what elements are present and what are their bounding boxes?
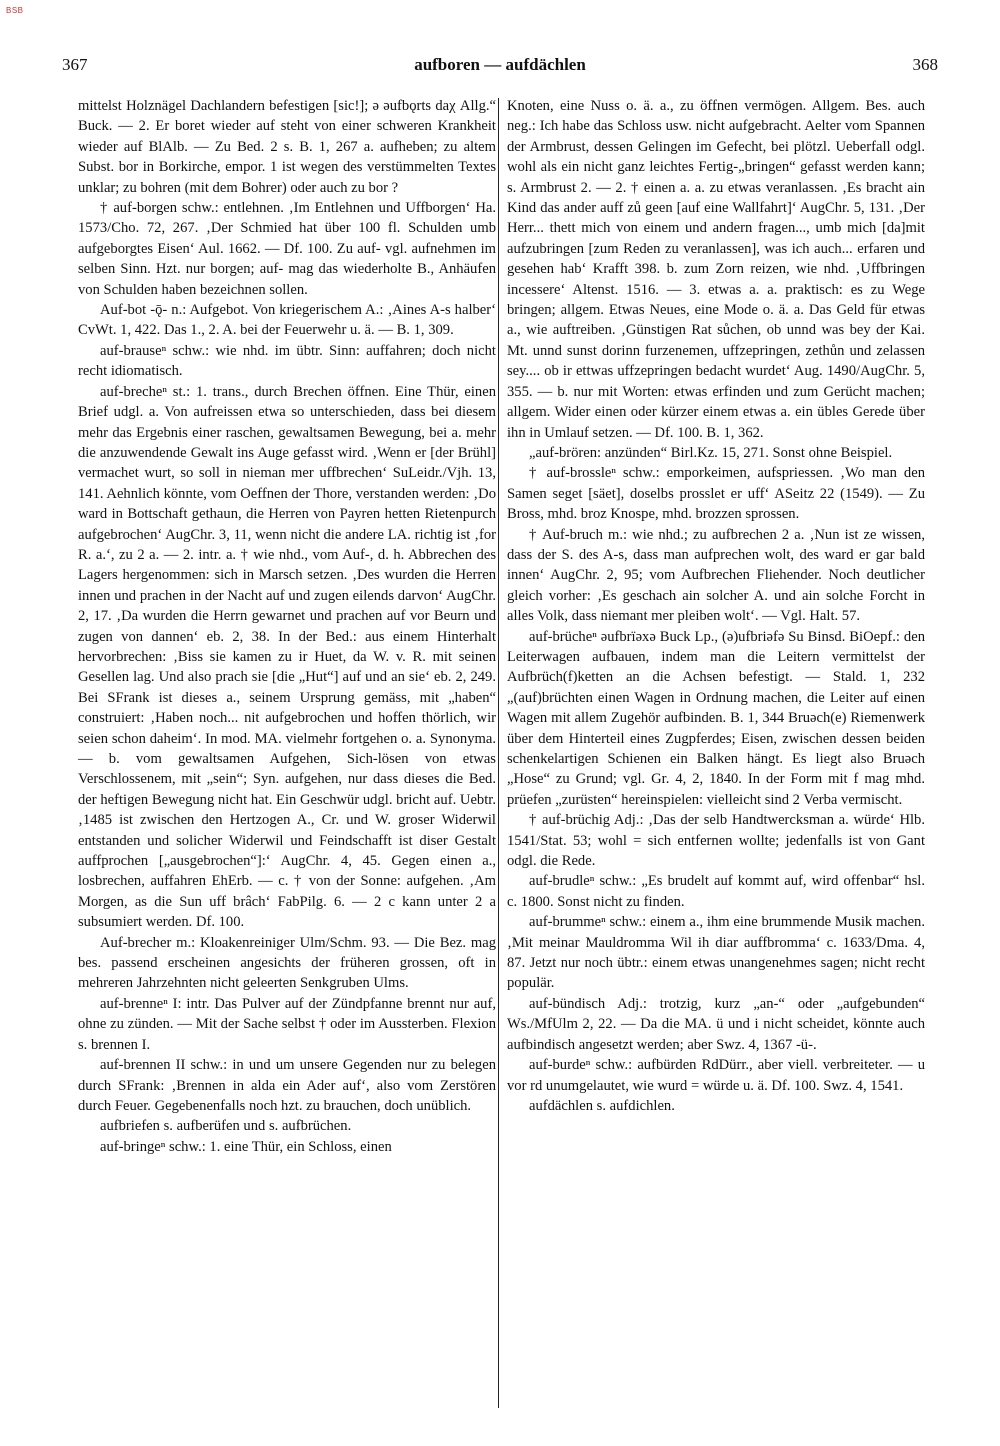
page-header: [60, 55, 940, 81]
entry-aufbrennen-2: auf-brennen II schw.: in und um unsere Gegenden nur zu belegen durch SFrank: ‚Brennen in alda ein Ader auf‘, also vom Zerstören durch Feuer. Gegebenenfalls noch hzt. zu brauchen, doch unüblich.: [78, 1057, 496, 1114]
right-column: [507, 96, 925, 1116]
library-stamp: BSB: [6, 6, 24, 15]
entry-aufbrennen-1: auf-brenneⁿ I: intr. Das Pulver auf der Zündpfanne brennt nur auf, ohne zu zünden. — Mit der Sache selbst † oder im Aussterben. Flexion s. brennen I.: [78, 995, 496, 1053]
entry-aufburden: auf-burdeⁿ schw.: aufbürden RdDürr., aber viell. verbreiteter. — u vor rd unumgelautet, wie wurd = würde u. ä. Df. 100. Swz. 4, 1541.: [507, 1057, 925, 1094]
page-number-right: 368: [912, 55, 938, 74]
entry-aufbringen: auf-bringeⁿ schw.: 1. eine Thür, ein Schloss, einen: [100, 1138, 392, 1155]
page-number-left: 367: [62, 55, 88, 74]
entry-aufborgen: † auf-borgen schw.: entlehnen. ‚Im Entlehnen und Uffborgen‘ Ha. 1573/Cho. 72, 267. ‚Der Schmied hat über 100 fl. Schulden umb aufgeborgtes Eisen‘ Aul. 1662. — Df. 100. Zu auf- vgl. aufnehmen im selben Sinn. Hzt. nur borgen; auf- mag das wiederholte B., Anhäufen von Schulden haben bezeichnen sollen.: [78, 200, 496, 298]
entry-aufbrechen: auf-brecheⁿ st.: 1. trans., durch Brechen öffnen. Eine Thür, einen Brief udgl. a. Von aufreissen etwa so unterschieden, dass bei diesem mehr das Ergebnis einer raschen, gewaltsamen Bewegung, bei a. mehr die anzuwendende Gewalt ins Auge gefasst wird. ‚Wenn er [der Brühl] vermachet wurt, so soll in nieman mer uffbrechen‘ SuLeidr./Vjh. 13, 141. Aehnlich könnte, vom Oeffnen der Thore, verstanden werden: ‚Do ward in Bottschaft gethaun, die Herren von Payren hetten Rietenpurch aufgebrochen‘ AugChr. 3, 11, wenn nicht die andere LA. richtig ist ‚for R. a.‘, zu 2 a. — 2. intr. a. † wie nhd., vom Auf-, d. h. Abbrechen des Lagers hergenommen: sich in Marsch setzen. ‚Des wurden die Herren innen und prachen in der Nacht auf und zugen eilends darvon‘ AugChr. 2, 17. ‚Da wurden die Herrn gewarnet und prachen auf vor Beurn und zugen von dannen‘ eb. 2, 38. In der Bed.: aus einem Hinterhalt hervorbrechen: ‚Biss sie kamen zu ir Huet, da W. v. R. mit seinen Gesellen lag. Und also prach sie [die „Hut“] auf und an sie‘ eb. 2, 249. Bei SFrank ist dieses a., seinem Ursprung gemäss, mit „haben“ construiert: ‚Haben noch... nit aufgebrochen und hoffen thörlich, wir seien schon daheim‘. In mod. MA. vielmehr fortgehen o. a. Synonyma. — b. vom gewaltsamen Aufgehen, Sich-lösen von etwas Verschlossenem, mit „sein“; Syn. aufgehen, nur dass dieses die Bed. der heftigen Bewegung nicht hat. Ein Geschwür udgl. bricht auf. Uebtr. ‚1485 ist zwischen den Hertzogen A., Cr. und W. groser Widerwil entstanden und solicher Widerwil und Feindschafft ist diser Gestalt auffprochen [„ausgebrochen“]:‘ AugChr. 4, 45. Gegen einen a., losbrechen, auffahren EhErb. — c. † von der Sonne: aufgehen. ‚Am Morgen, as die Sun uff brâch‘ FabPilg. 6. — 2 c kann unter 2 a subsumiert werden. Df. 100.: [78, 383, 496, 931]
running-head: aufboren — aufdächlen: [414, 55, 586, 74]
entry-continuation: mittelst Holznägel Dachlandern befestigen [sic!]; ə əufbǫrts daχ Allg.“ Buck. — 2. Er boret wieder auf steht von einer schweren Krankheit wieder auf BlAlb. — Zu Bed. 2 s. B. 1, 267 a. aufheben; zu altem Subst. bor in Borkirche, empor. 1 ist wegen des verstümmelten Textes unklar; zu bohren (mit dem Bohrer) oder auch zu bor ?: [78, 98, 496, 196]
column-divider: [498, 98, 499, 1408]
entry-aufbrummen: auf-brummeⁿ schw.: einem a., ihm eine brummende Musik machen. ‚Mit meinar Mauldromma Wil ih diar auffbromma‘ c. 1633/Dma. 4, 87. Jetzt nur noch übtr.: einem etwas unangenehmes sagen; nicht recht populär.: [507, 914, 925, 992]
entry-aufbrosslen: † auf-brossleⁿ schw.: emporkeimen, aufspriessen. ‚Wo man den Samen seget [säet], doselbs prosslet er uff‘ ASeitz 22 (1549). — Zu Bross, mhd. broz Knospe, mhd. brozzen sprossen.: [507, 465, 925, 523]
entry-aufbruch: † Auf-bruch m.: wie nhd.; zu aufbrechen 2 a. ‚Nun ist ze wissen, dass der S. des A-s, dass man aufprechen wolt, des ward er gar bald innen‘ AugChr. 2, 95; vom Aufbrechen Fliehender. Noch deutlicher gleich vorher: ‚Es geschach ain solcher A. und ain solche Forcht in alles Volk, dass niemant mer pleiben wolt‘. — Vgl. Halt. 57.: [507, 526, 925, 625]
entry-aufbringen-continued: Knoten, eine Nuss o. ä. a., zu öffnen vermögen. Allgem. Bes. auch neg.: Ich habe das Schloss usw. nicht aufgebracht. Aelter vom Spannen der Armbrust, dessen Gelingen im Gefecht, bei plötzl. Ueberfall odgl. wohl als ein nicht ganz leichtes Fertig-„bringen“ gefasst werden kann; s. Armbrust 2. — 2. † einen a. a. zu etwas veranlassen. ‚Es bracht ain Kind das ander auff zů geen [auf eine Wallfahrt]‘ AugChr. 5, 131. ‚Der Herr... thett mich von einem und andern fragen..., umb mich [da]mit aufzubringen [zum Reden zu veranlassen], was ich auch... erfaren und gesehen hab‘ Krafft 398. b. zum Zorn reizen, wie nhd. ‚Uffbringen incessere‘ Altenst. 1516. — 3. etwas a. a. praktisch: es zu Wege bringen; allgem. Etwas Neues, eine Mode o. ä. a. Das Geld für etwas a., wie auftreiben. ‚Günstigen Rat sůchen, ob unnd was bey der Kai. Mt. unnd sunst dorinn furzenemen, uffzepringen, zethůn und zelassen sey.... ob ir ettwas uffzepringen bedacht wurdet‘ Aug. 1490/AugChr. 5, 355. — b. nur mit Worten: etwas erfinden und zum Gerücht machen; allgem. Wider einen oder kürzer einem etwas a. ein übles Gerede über ihn in Umlauf setzen. — Df. 100. B. 1, 362.: [507, 98, 925, 441]
entry-aufbrausen: auf-brauseⁿ schw.: wie nhd. im übtr. Sinn: auffahren; doch nicht recht idiomatisch.: [78, 342, 496, 380]
entry-aufbrecher: Auf-brecher m.: Kloakenreiniger Ulm/Schm. 93. — Die Bez. mag bes. passend erscheinen angesichts der früheren grossen, oft in mehreren Jahrzehnten nicht geleerten Senkgruben Ulms.: [78, 934, 496, 992]
left-column: [78, 96, 496, 1157]
entry-aufdaechlen: aufdächlen s. aufdichlen.: [529, 1097, 675, 1114]
entry-aufbruechen: auf-brücheⁿ əufbrïəxə Buck Lp., (ə)ufbriəfə Su Binsd. BiOepf.: den Leiterwagen aufbauen, indem man die Leitern vermittelst der Aufbrüch(f)ketten an die Achsen befestigt. — Stald. 1, 232 „(auf)brüchten einen Wagen in Ordnung machen, die Leiter auf einen Wagen mit allem Zugehör aufbinden. B. 1, 344 Bruəch(e) Riemenwerk über dem Hinterteil eines Zugpferdes; Eisen, zwischen dessen beiden schenkelartigen Schienen ein Balken hängt. Es liegt also Bruəch „Hose“ zu Grund; vgl. Gr. 4, 2, 1840. In der Form mit f mag mhd. prüefen „zurüsten“ hereinspielen: vielleicht sind 2 Verba vermischt.: [507, 628, 925, 808]
entry-aufbrudlen: auf-brudleⁿ schw.: „Es brudelt auf kommt auf, wird offenbar“ hsl. c. 1800. Sonst nicht zu finden.: [507, 873, 925, 910]
entry-aufbot: Auf-bot -ǭ- n.: Aufgebot. Von kriegerischem A.: ‚Aines A-s halber‘ CvWt. 1, 422. Das 1., 2. A. bei der Feuerwehr u. ä. — B. 1, 309.: [78, 302, 496, 339]
entry-aufbuendisch: auf-bündisch Adj.: trotzig, kurz „an-“ oder „aufgebunden“ Ws./MfUlm 2, 22. — Da die MA. ü und i nicht scheidet, könnte auch aufbindisch angesetzt werden; aber Swz. 4, 1367 -ü-.: [507, 995, 925, 1053]
entry-aufbroeren: „auf-brören: anzünden“ Birl.Kz. 15, 271. Sonst ohne Beispiel.: [529, 444, 893, 461]
entry-aufbriefen: aufbriefen s. aufberüfen und s. aufbrüchen.: [100, 1118, 352, 1135]
entry-aufbruechig: † auf-brüchig Adj.: ‚Das der selb Handtwercksman a. würde‘ Hlb. 1541/Stat. 53; wohl = sich entfernen wollte; jedenfalls ist von Gant odgl. die Rede.: [507, 812, 925, 870]
